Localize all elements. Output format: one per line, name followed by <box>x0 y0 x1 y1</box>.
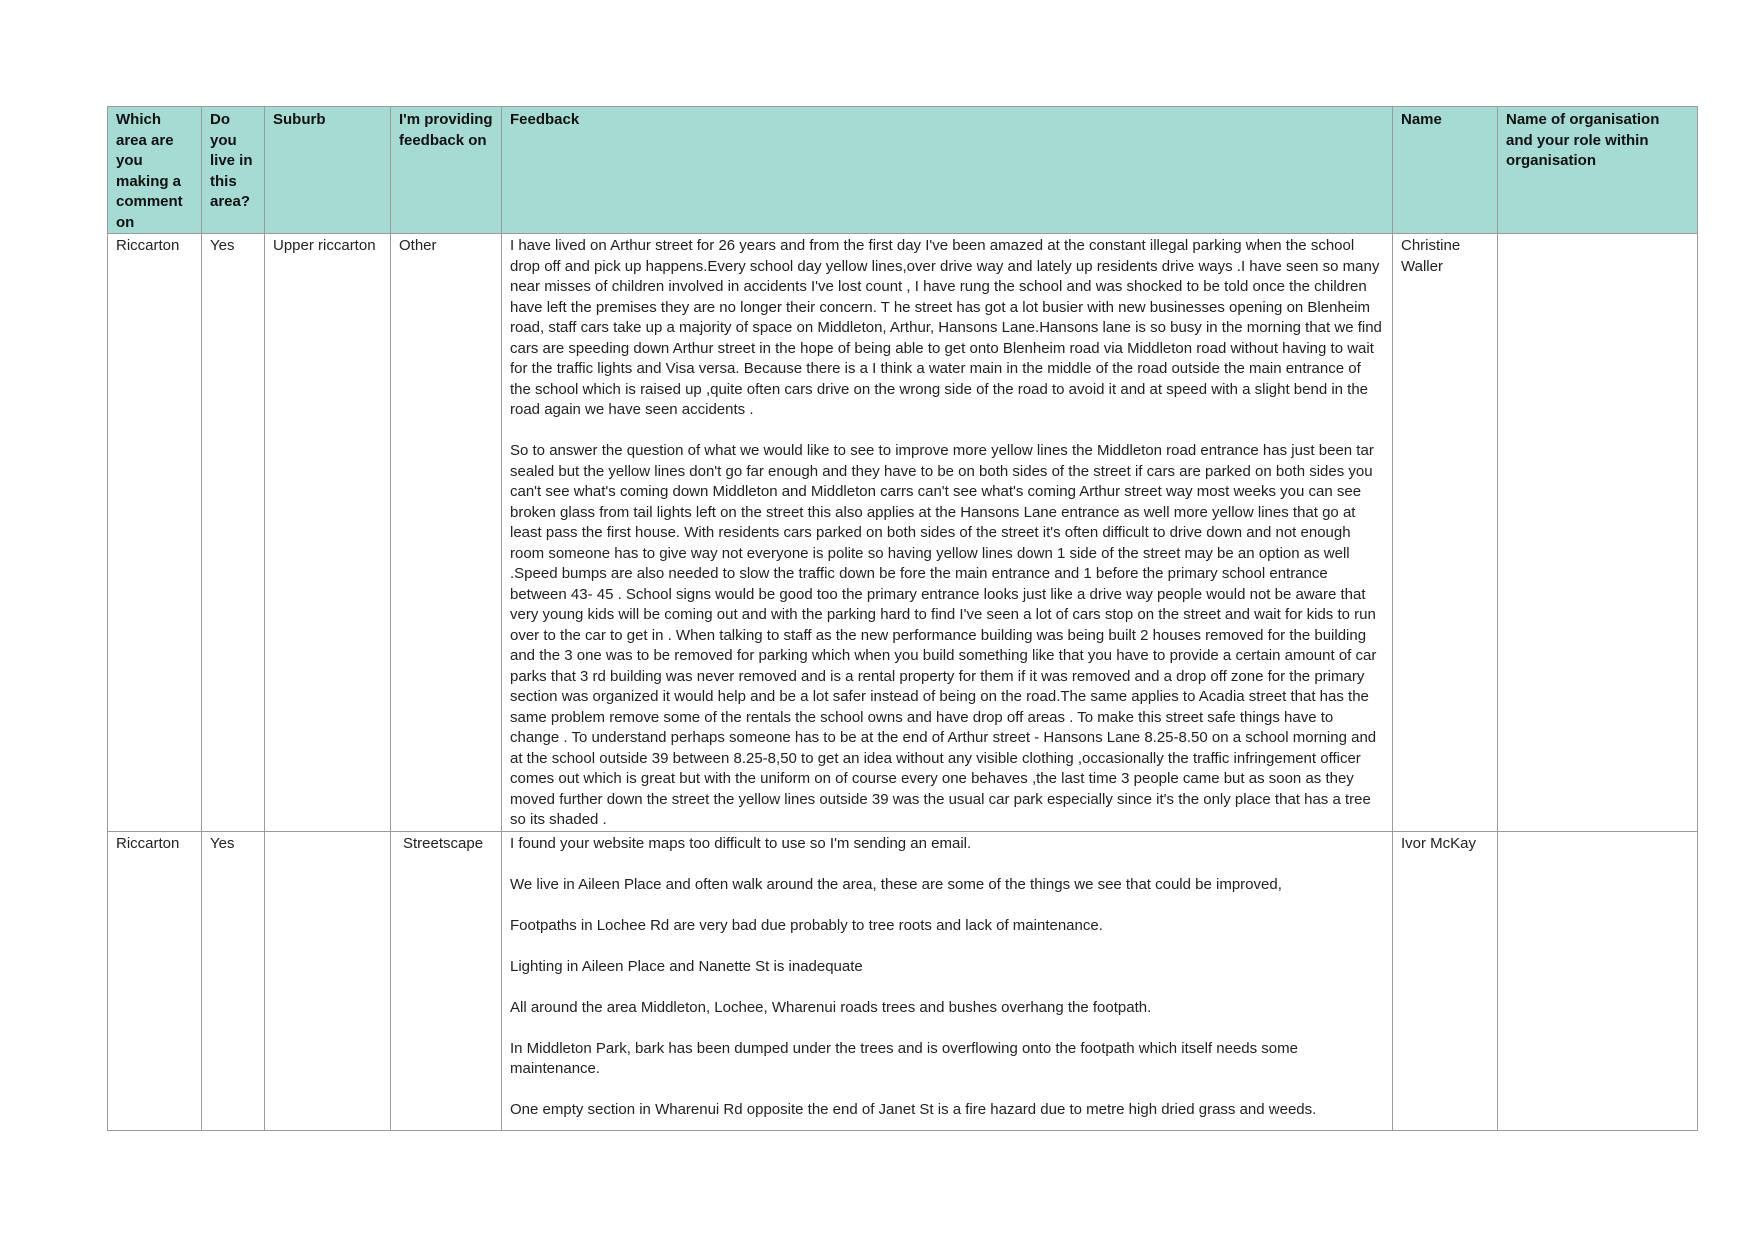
cell-feedback-on: Other <box>391 234 502 832</box>
cell-feedback <box>502 831 1393 1130</box>
document-page <box>107 106 1697 1131</box>
feedback-paragraph: We live in Aileen Place and often walk around the area, these are some of the things we see that could be improved, <box>510 875 1282 893</box>
feedback-paragraph: In Middleton Park, bark has been dumped under the trees and is overflowing onto the footpath which itself needs some maintenance. <box>510 1039 1298 1077</box>
cell-name: Christine Waller <box>1393 234 1498 832</box>
feedback-paragraph: Lighting in Aileen Place and Nanette St is inadequate <box>510 957 863 975</box>
cell-name: Ivor McKay <box>1393 831 1498 1130</box>
header-live-in-area: Do you live in this area? <box>202 107 265 234</box>
header-name: Name <box>1393 107 1498 234</box>
header-feedback-on: I'm providing feedback on <box>391 107 502 234</box>
feedback-paragraph: I have lived on Arthur street for 26 years and from the first day I've been amazed at the constant illegal parking when the school drop off and pick up happens.Every school day yellow lines,over drive way and lately up residents drive ways .I have seen so many near misses of children involved in accidents I've lost count , I have rung the school and was shocked to be told once the children have left the premises they are no longer their concern. T he street has got a lot busier with new businesses opening on Blenheim road, staff cars take up a majority of space on Middleton, Arthur, Hansons Lane.Hansons lane is so busy in the morning that we find cars are speeding down Arthur street in the hope of being able to get onto Blenheim road via Middleton road without having to wait for the traffic lights and Visa versa. Because there is a I think a water main in the middle of the road outside the main entrance of the school which is raised up ,quite often cars drive on the wrong side of the road to avoid it and at speed with a slight bend in the road again we have seen accidents . <box>510 237 1382 418</box>
cell-feedback-on: Streetscape <box>391 831 502 1130</box>
feedback-paragraph: I found your website maps too difficult to use so I'm sending an email. <box>510 834 972 852</box>
cell-suburb: Upper riccarton <box>265 234 391 832</box>
cell-area: Riccarton <box>108 831 202 1130</box>
cell-live-in-area: Yes <box>202 831 265 1130</box>
table-row <box>108 234 1698 832</box>
feedback-table <box>107 106 1698 1131</box>
header-organisation: Name of organisation and your role within organisation <box>1498 107 1698 234</box>
cell-organisation <box>1498 831 1698 1130</box>
cell-area: Riccarton <box>108 234 202 832</box>
feedback-paragraph: Footpaths in Lochee Rd are very bad due probably to tree roots and lack of maintenance. <box>510 916 1103 934</box>
cell-live-in-area: Yes <box>202 234 265 832</box>
feedback-paragraph: All around the area Middleton, Lochee, Wharenui roads trees and bushes overhang the footpath. <box>510 998 1152 1016</box>
header-suburb: Suburb <box>265 107 391 234</box>
cell-feedback <box>502 234 1393 832</box>
cell-suburb <box>265 831 391 1130</box>
header-area: Which area are you making a comment on <box>108 107 202 234</box>
header-row <box>108 107 1698 234</box>
feedback-paragraph: So to answer the question of what we would like to see to improve more yellow lines the Middleton road entrance has just been tar sealed but the yellow lines don't go far enough and they have to be on both sides of the street if cars are parked on both sides you can't see what's coming down Middleton and Middleton carrs can't see what's coming Arthur street way most weeks you can see broken glass from tail lights left on the street this also applies at the Hansons Lane entrance as well more yellow lines that go at least pass the first house. With residents cars parked on both sides of the street it's often difficult to drive down and not enough room someone has to give way not everyone is polite so having yellow lines down 1 side of the street may be an option as well .Speed bumps are also needed to slow the traffic down be fore the main entrance and 1 before the primary school entrance between 43- 45 . School signs would be good too the primary entrance looks just like a drive way people would not be aware that very young kids will be coming out and with the parking hard to find I've seen a lot of cars stop on the street and wait for kids to run over to the car to get in . When talking to staff as the new performance building was being built 2 houses removed for the building and the 3 one was to be removed for parking which when you build something like that you have to provide a certain amount of car parks that 3 rd building was never removed and is a rental property for them if it was removed and a drop off zone for the primary section was organized it would help and be a lot safer instead of being on the road.The same applies to Acadia street that has the same problem remove some of the rentals the school owns and have drop off areas . To make this street safe things have to change . To understand perhaps someone has to be at the end of Arthur street - Hansons Lane 8.25-8.50 on a school morning and at the school outside 39 between 8.25-8,50 to get an idea without any visible clothing ,occasionally the traffic infringement officer comes out which is great but with the uniform on of course every one behaves ,the last time 3 people came but as soon as they moved further down the street the yellow lines outside 39 was the usual car park especially since it's the only place that has a tree so its shaded . <box>510 442 1377 828</box>
table-row <box>108 831 1698 1130</box>
cell-organisation <box>1498 234 1698 832</box>
header-feedback: Feedback <box>502 107 1393 234</box>
feedback-paragraph: One empty section in Wharenui Rd opposite the end of Janet St is a fire hazard due to metre high dried grass and weeds. <box>510 1101 1317 1118</box>
